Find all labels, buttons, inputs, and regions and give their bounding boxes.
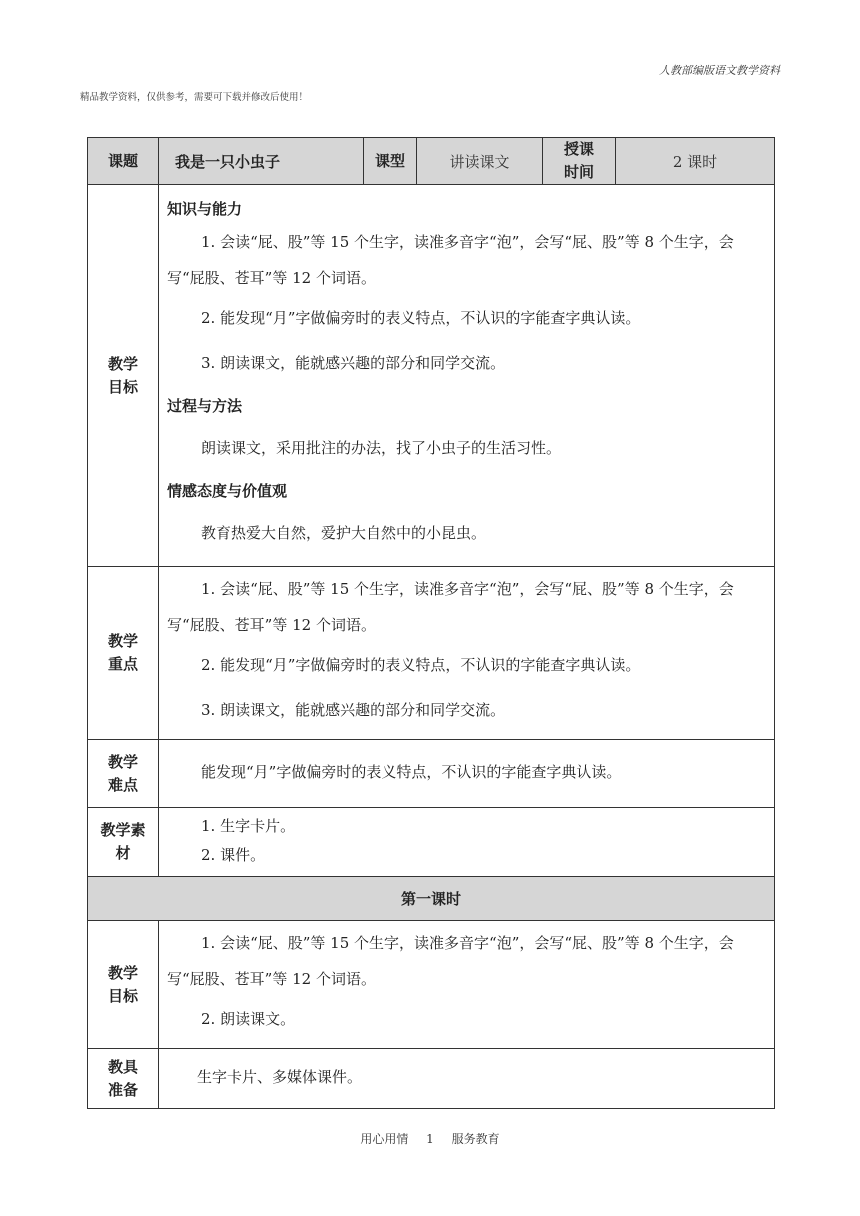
topic-row xyxy=(88,138,775,185)
key-label-line-1: 教学 xyxy=(107,632,138,650)
first-goal-item-2: 2. 朗读课文。 xyxy=(201,1010,296,1028)
key-label-line-2: 重点 xyxy=(107,655,138,673)
key-item-2: 2. 能发现“月”字做偏旁时的表义特点，不认识的字能查字典认读。 xyxy=(201,656,641,674)
goals-label-line-2: 目标 xyxy=(107,377,138,396)
topic-label: 课题 xyxy=(88,138,159,185)
header-left-text: 精品教学资料，仅供参考，需要可下载并修改后使用！ xyxy=(80,92,309,103)
type-value: 讲读课文 xyxy=(417,138,543,185)
first-lesson-title: 第一课时 xyxy=(88,877,775,921)
materials-row xyxy=(88,808,775,877)
hours-label xyxy=(543,138,616,185)
difficulty-row xyxy=(88,740,775,808)
materials-item-2: 2. 课件。 xyxy=(201,846,266,864)
emotion-item: 教育热爱大自然，爱护大自然中的小昆虫。 xyxy=(201,523,487,542)
footer-left: 用心用情 xyxy=(360,1132,409,1146)
teaching-goals-label xyxy=(88,185,159,567)
emotion-heading: 情感态度与价值观 xyxy=(167,481,288,500)
first-lesson-goals-content xyxy=(159,921,775,1049)
materials-label xyxy=(88,808,159,877)
key-item-3: 3. 朗读课文，能就感兴趣的部分和同学交流。 xyxy=(201,701,506,719)
difficulty-label xyxy=(88,740,159,808)
goal-item-2: 2. 能发现“月”字做偏旁时的表义特点，不认识的字能查字典认读。 xyxy=(201,308,641,327)
goal-item-3: 3. 朗读课文，能就感兴趣的部分和同学交流。 xyxy=(201,353,506,372)
page-number: 1 xyxy=(426,1132,434,1146)
key-points-row xyxy=(88,567,775,740)
tools-content xyxy=(159,1049,775,1109)
hours-label-line-2: 时间 xyxy=(563,163,594,181)
tools-text: 生字卡片、多媒体课件。 xyxy=(197,1068,363,1086)
first-goals-label-line-1: 教学 xyxy=(107,963,138,982)
goal-item-1: 1. 会读“屁、股”等 15 个生字，读准多音字“泡”，会写“屁、股”等 8 个生字，会写“屁股、苍耳”等 12 个词语。 xyxy=(167,232,734,287)
first-goals-label-line-2: 目标 xyxy=(107,986,138,1005)
key-points-label xyxy=(88,567,159,740)
tools-label-line-2: 准备 xyxy=(107,1080,138,1099)
first-lesson-bar xyxy=(88,877,775,921)
key-points-content xyxy=(159,567,775,740)
header-right-text: 人教部编版语文教学资料 xyxy=(659,64,780,77)
process-heading: 过程与方法 xyxy=(167,396,243,415)
key-item-1: 1. 会读“屁、股”等 15 个生字，读准多音字“泡”，会写“屁、股”等 8 个生字，会写“屁股、苍耳”等 12 个词语。 xyxy=(167,580,734,634)
first-lesson-goals-label xyxy=(88,921,159,1049)
materials-label-line-2: 材 xyxy=(115,844,131,862)
materials-item-1: 1. 生字卡片。 xyxy=(201,817,296,835)
teaching-goals-content xyxy=(159,185,775,567)
difficulty-label-line-1: 教学 xyxy=(107,752,138,771)
tools-label-line-1: 教具 xyxy=(107,1057,138,1076)
process-item: 朗读课文，采用批注的办法，找了小虫子的生活习性。 xyxy=(201,438,562,457)
teaching-goals-row xyxy=(88,185,775,567)
hours-label-line-1: 授课 xyxy=(563,140,594,158)
footer-right: 服务教育 xyxy=(451,1132,500,1146)
difficulty-label-line-2: 难点 xyxy=(107,775,138,794)
tools-label xyxy=(88,1049,159,1109)
goals-label-line-1: 教学 xyxy=(107,354,138,373)
page-footer xyxy=(0,1130,860,1147)
difficulty-content xyxy=(159,740,775,808)
lesson-plan-table xyxy=(87,137,775,1109)
tools-row xyxy=(88,1049,775,1109)
hours-value: 2 课时 xyxy=(616,138,775,185)
first-goal-item-1: 1. 会读“屁、股”等 15 个生字，读准多音字“泡”，会写“屁、股”等 8 个生字，会写“屁股、苍耳”等 12 个词语。 xyxy=(167,934,734,988)
type-label: 课型 xyxy=(364,138,417,185)
difficulty-text: 能发现“月”字做偏旁时的表义特点，不认识的字能查字典认读。 xyxy=(201,763,622,781)
lesson-title: 我是一只小虫子 xyxy=(159,138,364,185)
first-lesson-goals-row xyxy=(88,921,775,1049)
materials-content xyxy=(159,808,775,877)
materials-label-line-1: 教学素 xyxy=(100,821,146,839)
knowledge-heading: 知识与能力 xyxy=(167,199,243,218)
